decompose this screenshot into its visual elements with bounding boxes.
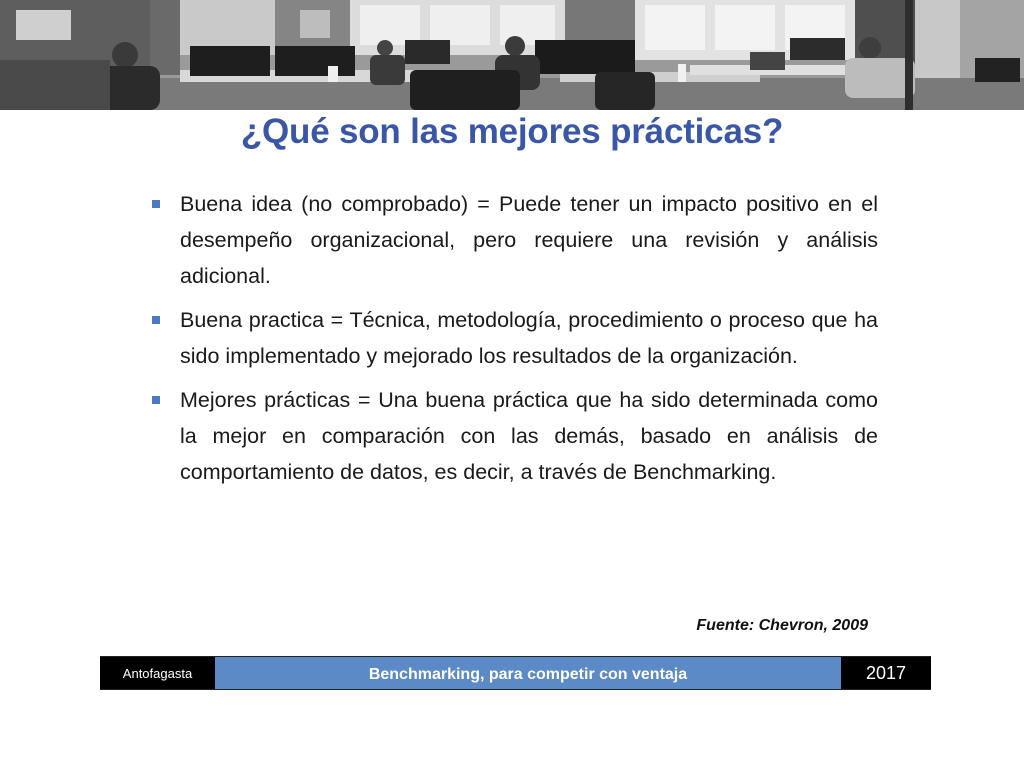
office-banner-image [0, 0, 1024, 110]
footer-year: 2017 [841, 657, 931, 689]
footer-bar [100, 656, 931, 690]
slide-title: ¿Qué son las mejores prácticas? [240, 112, 784, 151]
bullet-text: Buena practica = Técnica, metodología, procedimiento o proceso que ha sido implementado y mejorado los resultados de la organización. [180, 308, 878, 368]
bullet-list [148, 186, 878, 498]
square-bullet-icon [152, 316, 160, 324]
square-bullet-icon [152, 396, 160, 404]
square-bullet-icon [152, 200, 160, 208]
source-citation: Fuente: Chevron, 2009 [696, 617, 868, 634]
bullet-item [148, 382, 878, 490]
bullet-item [148, 302, 878, 374]
office-photo [0, 0, 1024, 110]
footer-title: Benchmarking, para competir con ventaja [215, 657, 841, 689]
bullet-text: Mejores prácticas = Una buena práctica que ha sido determinada como la mejor en comparación con las demás, basado en análisis de comportamiento de datos, es decir, a través de Benchmarking. [180, 388, 878, 484]
bullet-text: Buena idea (no comprobado) = Puede tener un impacto positivo en el desempeño organizacional, pero requiere una revisión y análisis adicional. [180, 192, 878, 288]
bullet-item [148, 186, 878, 294]
footer-location: Antofagasta [100, 657, 215, 689]
